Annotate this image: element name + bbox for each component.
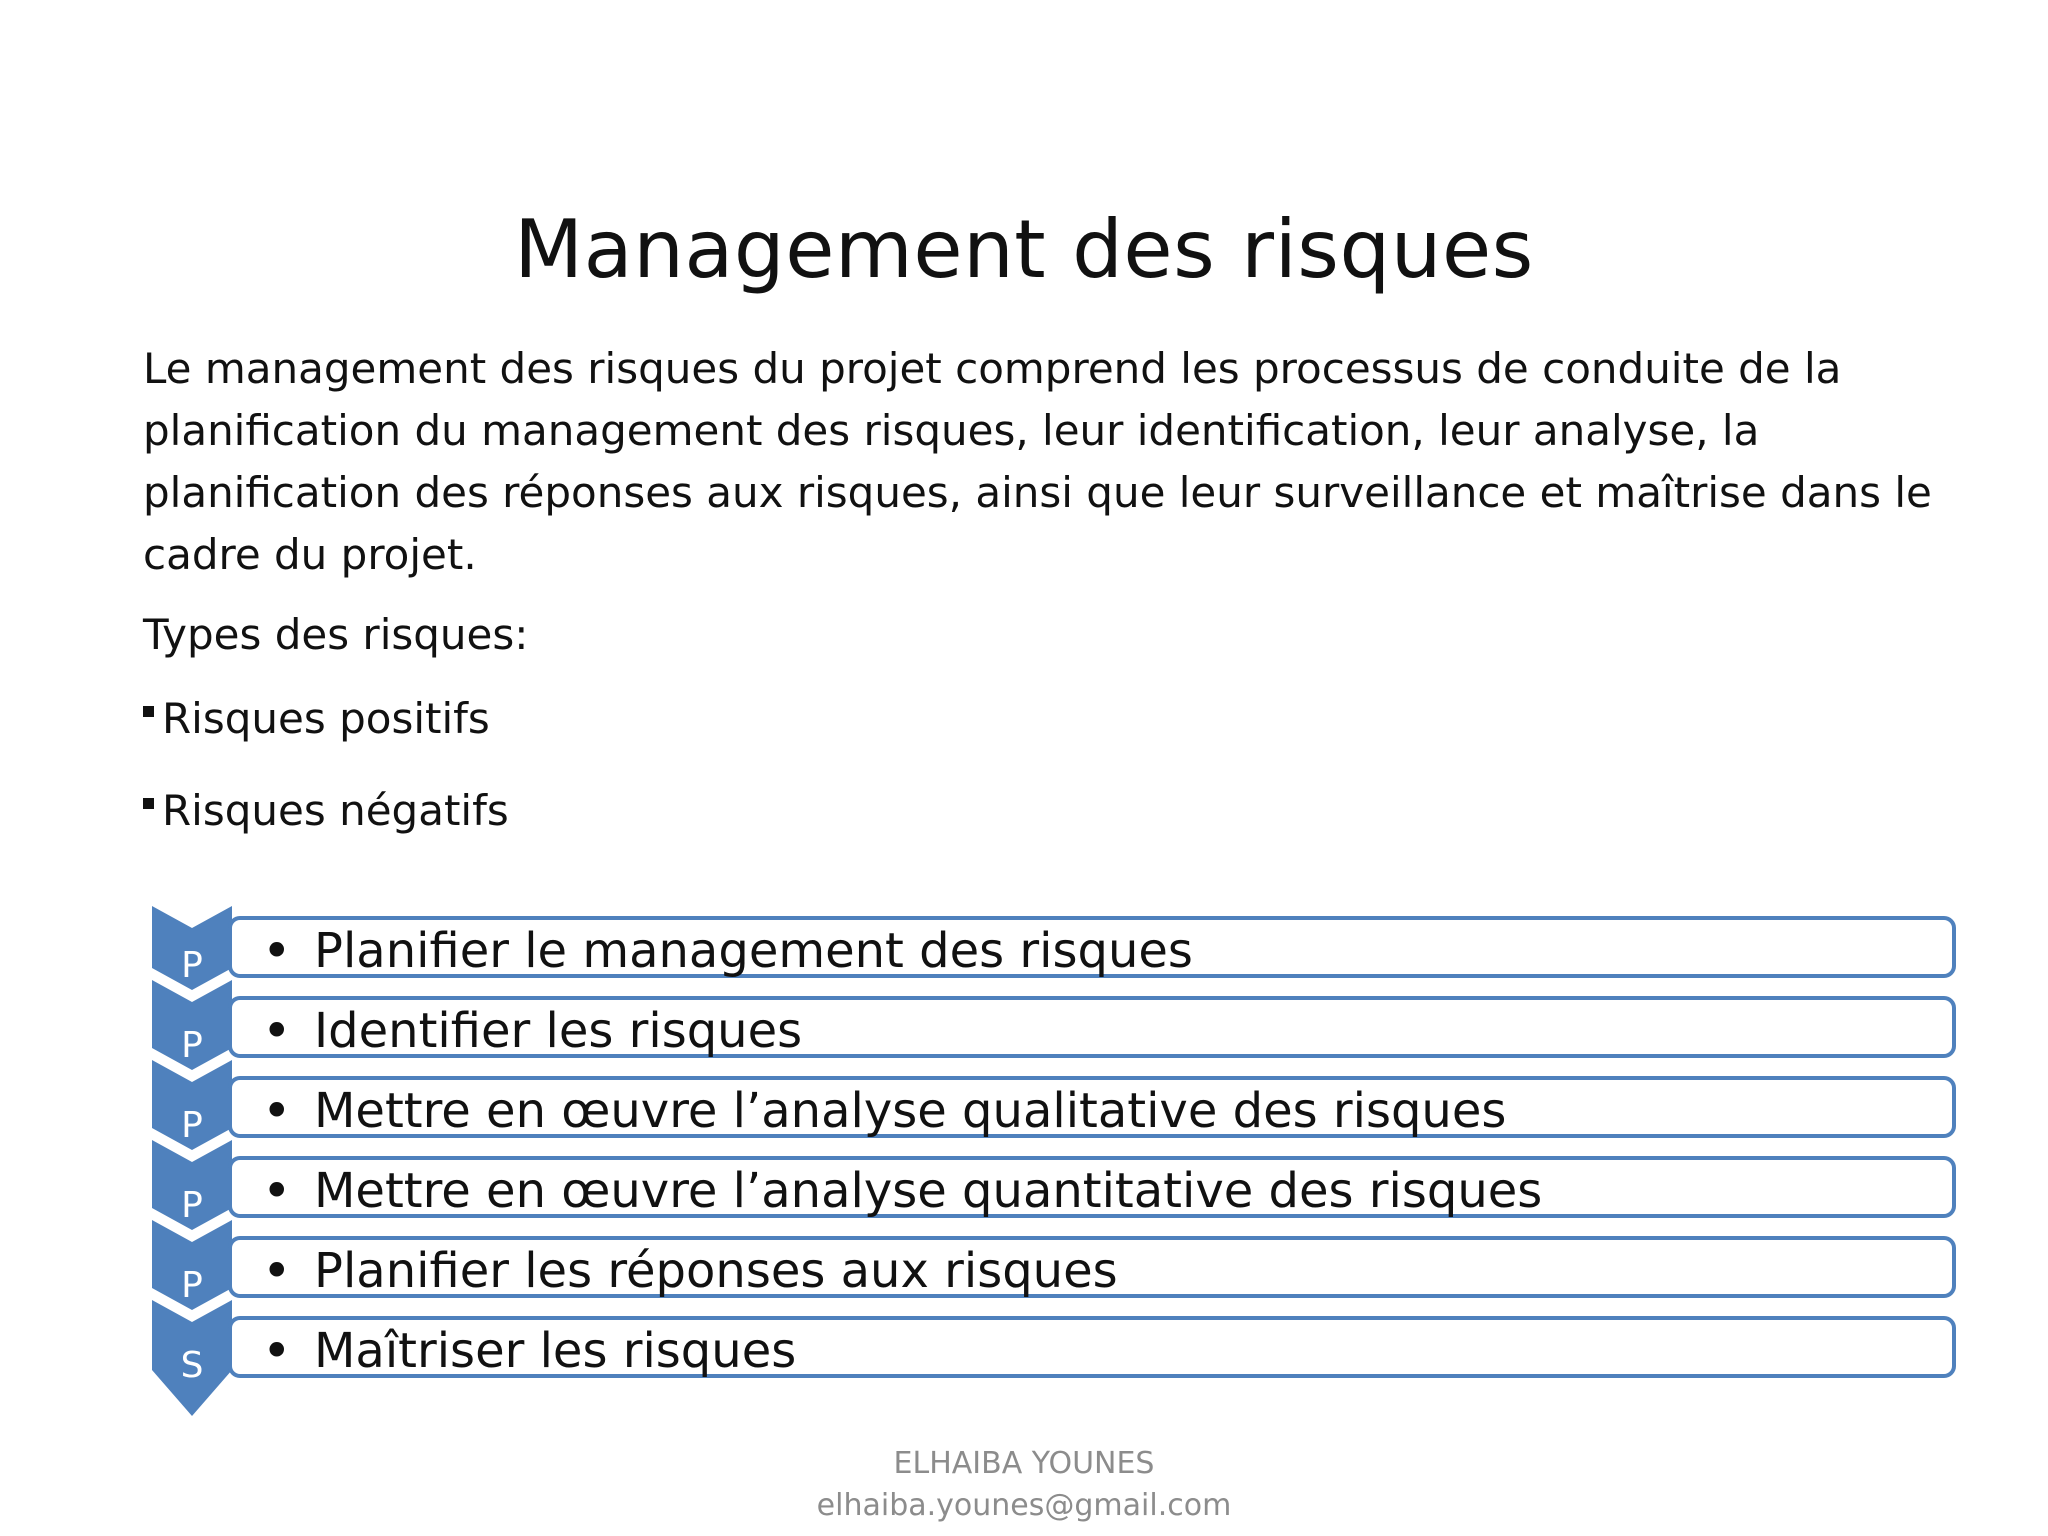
process-step	[228, 1316, 1956, 1378]
description-line: cadre du projet.	[143, 530, 477, 579]
description-line: planification des réponses aux risques, ainsi que leur surveillance et maîtrise dans le	[143, 468, 1932, 517]
square-bullet-icon	[143, 798, 154, 809]
slide-title: Management des risques	[514, 203, 1534, 296]
step-label: Identifier les risques	[314, 1003, 803, 1059]
risk-types-label: Types des risques:	[143, 610, 529, 659]
bullet-icon: •	[262, 1242, 292, 1300]
footer-email: elhaiba.younes@gmail.com	[816, 1488, 1232, 1523]
step-letter: S	[180, 1345, 204, 1386]
step-letter: P	[181, 1105, 203, 1146]
footer-author: ELHAIBA YOUNES	[893, 1446, 1155, 1481]
bullet-icon: •	[262, 1002, 292, 1060]
risk-type-positive	[143, 688, 490, 750]
step-letter: P	[181, 1265, 203, 1306]
risk-type-label: Risques négatifs	[162, 786, 509, 835]
description-line: planification du management des risques, leur identification, leur analyse, la	[143, 406, 1760, 455]
step-letter: P	[181, 1185, 203, 1226]
step-letter: P	[181, 1025, 203, 1066]
process-step	[228, 1076, 1956, 1138]
step-label: Mettre en œuvre l’analyse qualitative des risques	[314, 1083, 1507, 1139]
bullet-icon: •	[262, 1162, 292, 1220]
process-step	[228, 996, 1956, 1058]
step-label: Planifier les réponses aux risques	[314, 1243, 1118, 1299]
bullet-icon: •	[262, 1082, 292, 1140]
slide-description	[143, 338, 1943, 586]
risk-process-diagram	[152, 906, 1962, 1416]
risk-type-label: Risques positifs	[162, 694, 490, 743]
step-label: Planifier le management des risques	[314, 923, 1193, 979]
bullet-icon: •	[262, 1322, 292, 1380]
process-step	[228, 916, 1956, 978]
step-label: Maîtriser les risques	[314, 1323, 797, 1379]
step-label: Mettre en œuvre l’analyse quantitative des risques	[314, 1163, 1543, 1219]
square-bullet-icon	[143, 706, 154, 717]
bullet-icon: •	[262, 922, 292, 980]
process-step	[228, 1236, 1956, 1298]
description-line: Le management des risques du projet comprend les processus de conduite de la	[143, 344, 1842, 393]
risk-type-negative	[143, 780, 509, 842]
process-step	[228, 1156, 1956, 1218]
step-letter: P	[181, 945, 203, 986]
